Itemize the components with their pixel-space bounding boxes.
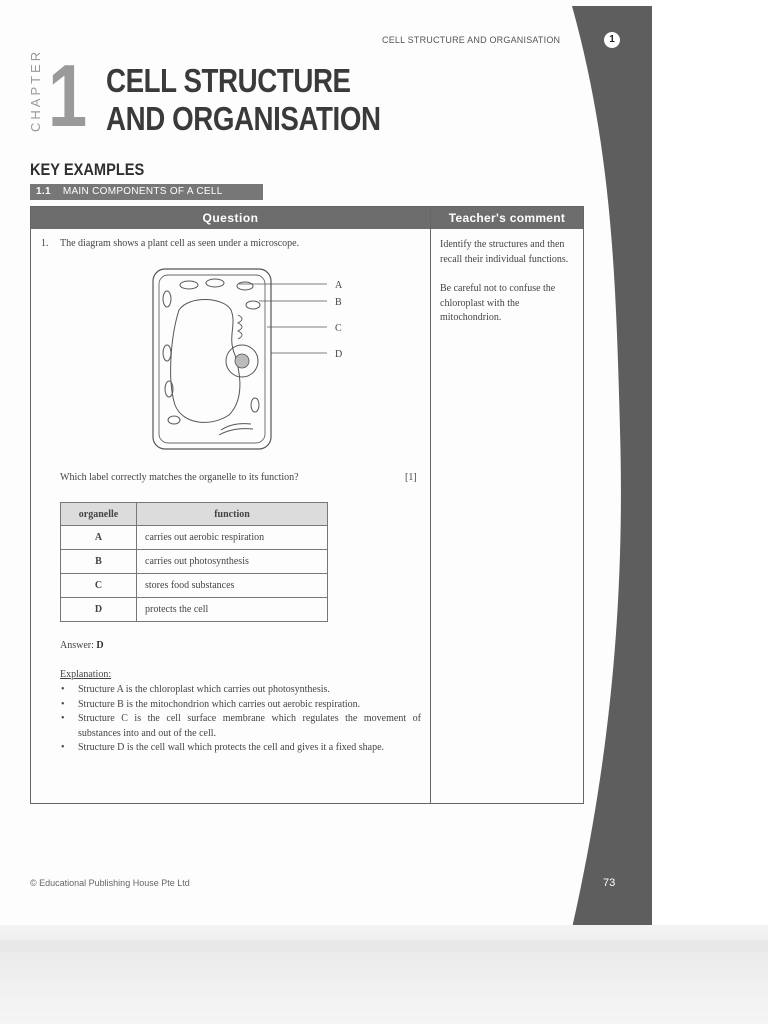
answer-label: Answer: — [60, 640, 94, 651]
question-table — [30, 206, 584, 804]
chapter-title: CELL STRUCTURE AND ORGANISATION — [106, 62, 381, 137]
teacher-comment: Be careful not to confuse the chloroplast with the mitochondrion. — [440, 283, 556, 323]
header-teacher-comment: Teacher's comment — [448, 211, 566, 225]
list-item: • Structure A is the chloroplast which carries out photosynthesis. — [60, 683, 421, 698]
table-row — [61, 550, 328, 574]
option-function: stores food substances — [137, 574, 328, 598]
explanation-title: Explanation: — [60, 669, 112, 680]
section-heading — [30, 184, 263, 200]
option-function: carries out aerobic respiration — [137, 526, 328, 550]
question-text: The diagram shows a plant cell as seen under a microscope. — [60, 238, 300, 249]
chapter-number: 1 — [48, 46, 84, 145]
options-header-row — [61, 503, 328, 526]
teacher-comments — [440, 238, 575, 326]
section-title: MAIN COMPONENTS OF A CELL — [62, 186, 223, 197]
diagram-label-a: A — [335, 280, 343, 291]
list-item: • Structure B is the mitochondrion which carries out aerobic respiration. — [60, 698, 421, 713]
question-number: 1. — [41, 238, 49, 249]
section-number: 1.1 — [36, 186, 51, 197]
option-function: protects the cell — [137, 598, 328, 622]
option-organelle: A — [61, 526, 137, 550]
diagram-label-b: B — [335, 297, 342, 308]
plant-cell-diagram — [149, 265, 369, 455]
scan-strip — [0, 940, 768, 952]
options-header-organelle: organelle — [61, 503, 137, 526]
answer-value: D — [96, 640, 104, 651]
answer — [60, 640, 104, 651]
diagram-label-d: D — [335, 349, 343, 360]
option-function: carries out photosynthesis — [137, 550, 328, 574]
list-item: • Structure C is the cell surface membrane which regulates the movement of substances into and out of the cell. — [60, 712, 421, 741]
option-organelle: B — [61, 550, 137, 574]
options-header-function: function — [137, 503, 328, 526]
table-header — [31, 207, 583, 229]
copyright: © Educational Publishing House Pte Ltd — [30, 878, 190, 888]
question-marks: [1] — [405, 472, 417, 483]
table-row — [61, 574, 328, 598]
running-head: CELL STRUCTURE AND ORGANISATION — [382, 35, 561, 45]
diagram-label-c: C — [335, 323, 342, 334]
chapter-badge: 1 — [604, 32, 620, 48]
chapter-label: CHAPTER — [28, 48, 43, 132]
option-organelle: C — [61, 574, 137, 598]
option-organelle: D — [61, 598, 137, 622]
table-row — [61, 526, 328, 550]
page-number: 73 — [603, 877, 616, 889]
list-item: • Structure D is the cell wall which protects the cell and gives it a fixed shape. — [60, 741, 421, 756]
key-examples-heading: KEY EXAMPLES — [30, 160, 145, 179]
question-prompt: Which label correctly matches the organelle to its function? — [60, 472, 299, 483]
explanation-list — [60, 683, 421, 756]
header-question: Question — [202, 211, 259, 225]
options-table — [60, 502, 328, 622]
teacher-comment: Identify the structures and then recall their individual functions. — [440, 239, 569, 265]
table-row — [61, 598, 328, 622]
column-divider — [430, 207, 431, 803]
